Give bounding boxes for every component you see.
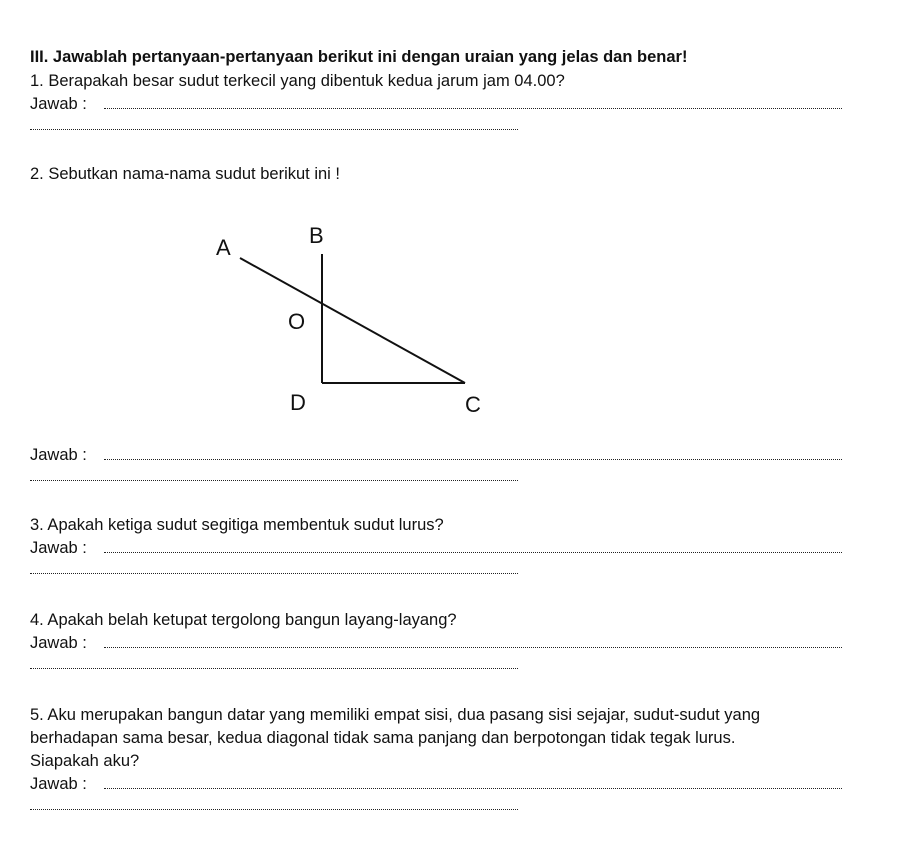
answer-label-1: Jawab : <box>30 95 87 113</box>
question-2: 2. Sebutkan nama-nama sudut berikut ini ! <box>30 165 341 183</box>
label-d: D <box>290 390 306 415</box>
label-c: C <box>465 392 481 417</box>
answer-line-2a[interactable] <box>104 459 842 460</box>
answer-line-5a[interactable] <box>104 788 842 789</box>
answer-line-2b[interactable] <box>30 480 518 481</box>
question-5-line-3: Siapakah aku? <box>30 752 140 770</box>
label-o: O <box>288 309 306 334</box>
answer-line-4a[interactable] <box>104 647 842 648</box>
answer-label-5: Jawab : <box>30 775 87 793</box>
line-ac <box>240 258 465 383</box>
question-1: 1. Berapakah besar sudut terkecil yang dibentuk kedua jarum jam 04.00? <box>30 72 565 90</box>
answer-line-3a[interactable] <box>104 552 842 553</box>
answer-label-2: Jawab : <box>30 446 87 464</box>
answer-line-3b[interactable] <box>30 573 518 574</box>
answer-label-4: Jawab : <box>30 634 87 652</box>
question-4: 4. Apakah belah ketupat tergolong bangun layang-layang? <box>30 611 457 629</box>
question-5-line-1: 5. Aku merupakan bangun datar yang memiliki empat sisi, dua pasang sisi sejajar, sudut-sudut yang <box>30 706 761 724</box>
answer-line-5b[interactable] <box>30 809 518 810</box>
answer-label-3: Jawab : <box>30 539 87 557</box>
label-b: B <box>309 223 324 248</box>
answer-line-4b[interactable] <box>30 668 518 669</box>
section-heading: III. Jawablah pertanyaan-pertanyaan berikut ini dengan uraian yang jelas dan benar! <box>30 48 688 66</box>
label-a: A <box>216 235 231 260</box>
question-5-line-2: berhadapan sama besar, kedua diagonal tidak sama panjang dan berpotongan tidak tegak lurus. <box>30 729 736 747</box>
question-3: 3. Apakah ketiga sudut segitiga membentuk sudut lurus? <box>30 516 444 534</box>
